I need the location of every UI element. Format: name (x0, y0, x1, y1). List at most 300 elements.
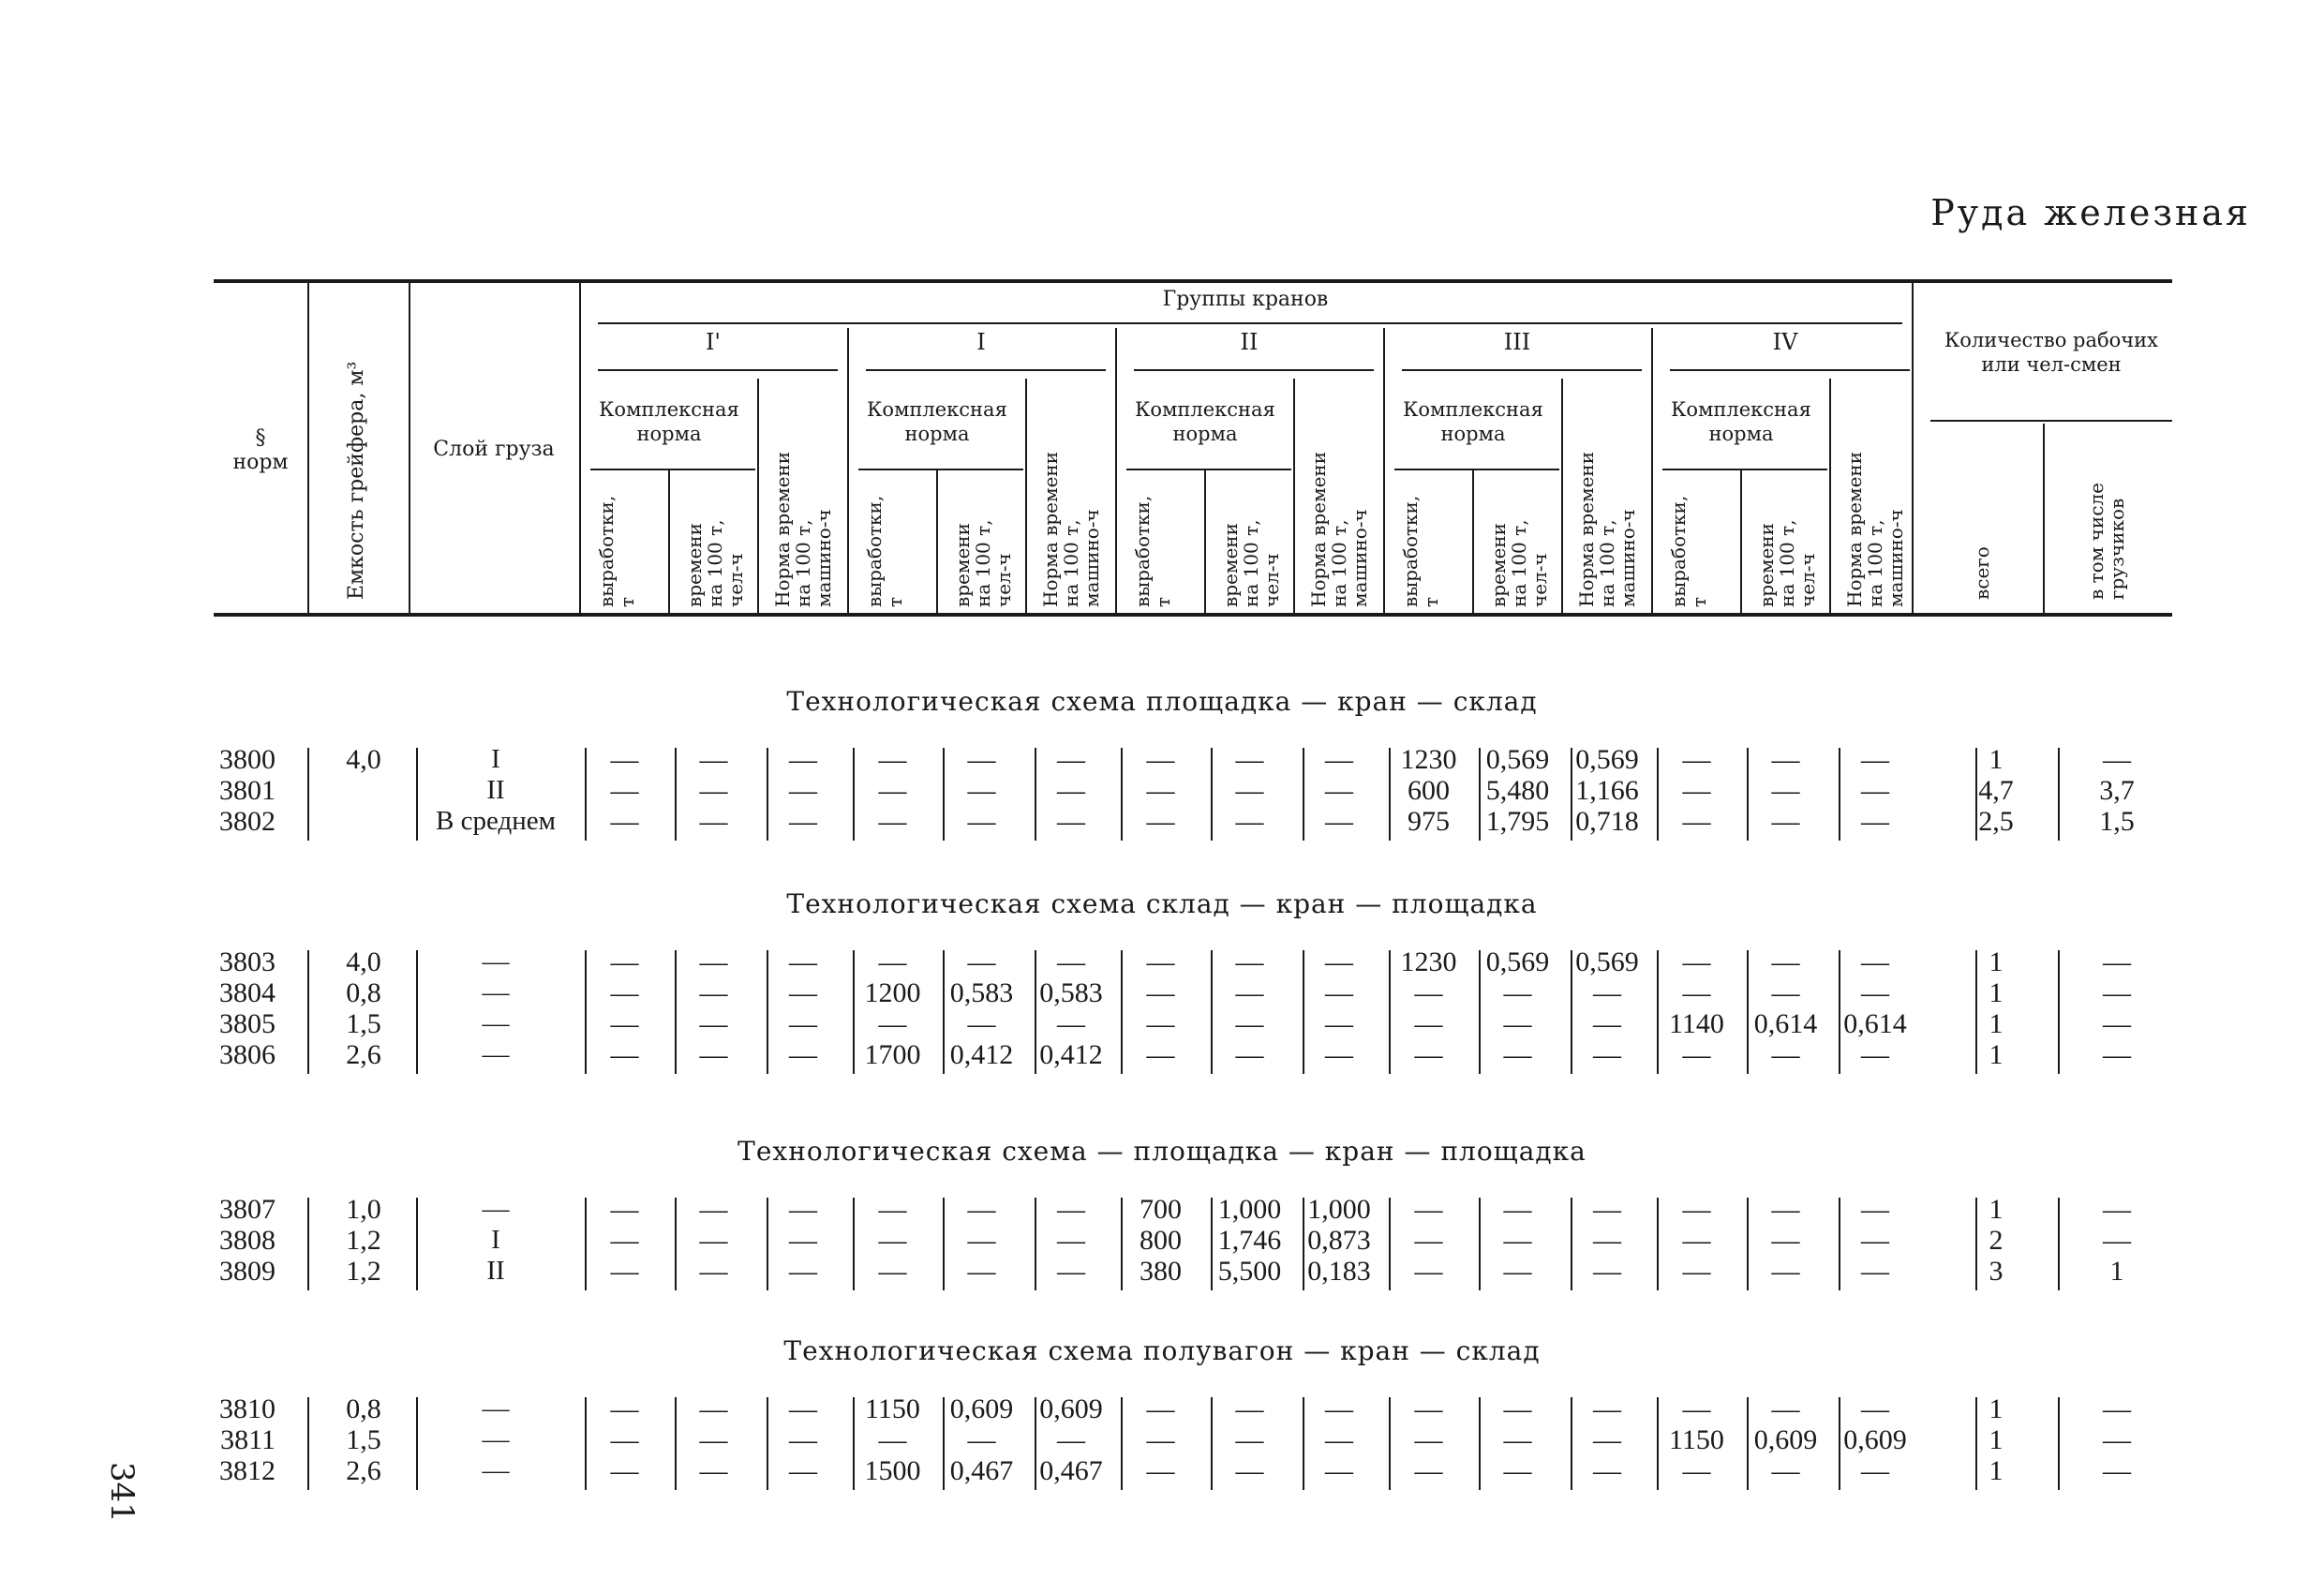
group-2-left-border (847, 328, 849, 613)
machine-time-value: — (1057, 806, 1085, 837)
time-value: — (699, 1039, 728, 1070)
time-value: — (967, 946, 996, 977)
machine-time-value: — (1593, 1393, 1621, 1424)
machine-time-value: — (1325, 1393, 1353, 1424)
time-value: — (1771, 744, 1800, 775)
table-row (0, 1039, 2324, 1070)
workers-loaders: 3,7 (2099, 775, 2135, 806)
group-5-complex-rule (1662, 469, 1827, 470)
output-value: — (878, 775, 907, 806)
output-value: — (1682, 744, 1711, 775)
machine-time-value: — (789, 775, 817, 806)
output-value: — (610, 977, 639, 1008)
machine-time-value: — (1861, 1256, 1889, 1287)
group-2-sub-output: выработки, т (863, 495, 906, 607)
group-4-div2 (1561, 379, 1563, 613)
output-value: 1700 (864, 1039, 921, 1070)
output-value: — (878, 946, 907, 977)
workers-total: 1 (1989, 946, 2004, 977)
workers-total: 1 (1989, 744, 2004, 775)
output-value: — (1146, 775, 1175, 806)
output-value: — (610, 775, 639, 806)
norm-number: 3809 (219, 1256, 276, 1287)
output-value: — (1146, 1393, 1175, 1424)
group-2-sub-machine: Норма времени на 100 т, машино-ч (1039, 451, 1103, 607)
time-value: — (1503, 1225, 1532, 1256)
output-value: — (1414, 1424, 1443, 1455)
time-value: — (699, 1194, 728, 1225)
page-number: 341 (103, 1462, 141, 1523)
group-2-div1 (936, 470, 938, 613)
header-workers-total: всего (1971, 546, 1993, 600)
machine-time-value: — (1325, 1008, 1353, 1039)
time-value: 1,795 (1485, 806, 1550, 837)
machine-time-value: — (789, 946, 817, 977)
output-value: — (1682, 1455, 1711, 1486)
time-value: — (1503, 1256, 1532, 1287)
bucket-capacity: 1,5 (346, 1424, 381, 1455)
time-value: — (1235, 744, 1264, 775)
group-1-complex-norm: Комплексная норма (599, 398, 739, 445)
workers-loaders: — (2103, 1393, 2131, 1424)
output-value: — (1146, 1424, 1175, 1455)
group-2-complex-rule (858, 469, 1023, 470)
time-value: — (1771, 946, 1800, 977)
cargo-layer: — (482, 1393, 510, 1423)
time-value: 0,609 (949, 1393, 1014, 1424)
header-workers-loaders: в том числе грузчиков (2085, 483, 2128, 600)
output-value: — (1414, 1039, 1443, 1070)
workers-total: 2 (1989, 1225, 2004, 1256)
time-value: 0,412 (949, 1039, 1014, 1070)
group-5-complex-norm: Комплексная норма (1671, 398, 1811, 445)
machine-time-value: — (1593, 1008, 1621, 1039)
time-value: — (1235, 1039, 1264, 1070)
machine-time-value: — (1593, 977, 1621, 1008)
machine-time-value: — (1861, 1039, 1889, 1070)
output-value: — (610, 946, 639, 977)
workers-total: 1 (1989, 1393, 2004, 1424)
group-1-div2 (757, 379, 759, 613)
section-title: Технологическая схема — площадка — кран — площадка (737, 1136, 1587, 1167)
cargo-layer: — (482, 946, 510, 976)
bucket-capacity: 4,0 (346, 946, 381, 977)
machine-time-value: 0,412 (1039, 1039, 1103, 1070)
bucket-capacity: 4,0 (346, 744, 381, 775)
section-title: Технологическая схема склад — кран — площадка (786, 888, 1538, 919)
machine-time-value: — (789, 1393, 817, 1424)
group-3-sub-machine: Норма времени на 100 т, машино-ч (1307, 451, 1371, 607)
machine-time-value: — (789, 806, 817, 837)
output-value: 975 (1408, 806, 1450, 837)
machine-time-value: 0,467 (1039, 1455, 1103, 1486)
time-value: — (1235, 806, 1264, 837)
group-3-left-border (1115, 328, 1117, 613)
machine-time-value: — (1057, 1194, 1085, 1225)
time-value: — (1503, 977, 1532, 1008)
output-value: — (610, 1256, 639, 1287)
norm-number: 3800 (219, 744, 276, 775)
time-value: — (1771, 1225, 1800, 1256)
output-value: — (1414, 1194, 1443, 1225)
time-value: — (1503, 1393, 1532, 1424)
output-value: 380 (1140, 1256, 1182, 1287)
workers-total: 1 (1989, 1455, 2004, 1486)
time-value: — (1235, 946, 1264, 977)
output-value: 800 (1140, 1225, 1182, 1256)
machine-time-value: — (1861, 744, 1889, 775)
machine-time-value: 0,609 (1843, 1424, 1907, 1455)
norm-number: 3802 (219, 806, 276, 837)
bucket-capacity: 2,6 (346, 1455, 381, 1486)
time-value: — (1503, 1455, 1532, 1486)
time-value: — (1771, 1039, 1800, 1070)
norm-number: 3806 (219, 1039, 276, 1070)
machine-time-value: — (1325, 977, 1353, 1008)
machine-time-value: 0,609 (1039, 1393, 1103, 1424)
bucket-capacity: 2,6 (346, 1039, 381, 1070)
time-value: 0,569 (1485, 946, 1550, 977)
cargo-layer: — (482, 1455, 510, 1485)
machine-time-value: — (1057, 946, 1085, 977)
output-value: — (1682, 806, 1711, 837)
section-title: Технологическая схема площадка — кран — склад (786, 686, 1538, 717)
output-value: — (1682, 1225, 1711, 1256)
output-value: — (1146, 744, 1175, 775)
workers-loaders: — (2103, 1194, 2131, 1225)
header-bucket-capacity: Емкость грейфера, м³ (345, 361, 368, 600)
time-value: — (1503, 1039, 1532, 1070)
time-value: — (699, 1455, 728, 1486)
machine-time-value: 0,614 (1843, 1008, 1907, 1039)
norm-number: 3804 (219, 977, 276, 1008)
machine-time-value: — (1057, 775, 1085, 806)
table-row (0, 946, 2324, 977)
header-layer: Слой груза (433, 438, 555, 461)
group-4-complex-norm: Комплексная норма (1403, 398, 1543, 445)
group-5-div1 (1740, 470, 1742, 613)
table-row (0, 1008, 2324, 1039)
table-row (0, 977, 2324, 1008)
group-4-sub-output: выработки, т (1399, 495, 1442, 607)
output-value: — (610, 1008, 639, 1039)
machine-time-value: — (1325, 744, 1353, 775)
machine-time-value: 1,166 (1575, 775, 1639, 806)
header-crane-groups: Группы кранов (1162, 288, 1329, 311)
group-1-sub-output: выработки, т (595, 495, 638, 607)
workers-loaders: — (2103, 946, 2131, 977)
time-value: — (967, 1424, 996, 1455)
machine-time-value: — (1325, 1455, 1353, 1486)
machine-time-value: — (1593, 1256, 1621, 1287)
machine-time-value: — (789, 1039, 817, 1070)
machine-time-value: — (1861, 946, 1889, 977)
output-value: — (610, 744, 639, 775)
group-3-label: II (1240, 329, 1259, 355)
time-value: — (1771, 1194, 1800, 1225)
table-row (0, 1455, 2324, 1486)
output-value: — (1414, 977, 1443, 1008)
machine-time-value: — (1861, 775, 1889, 806)
cargo-layer: — (482, 1424, 510, 1454)
machine-time-value: — (789, 744, 817, 775)
output-value: — (1414, 1393, 1443, 1424)
group-3-div1 (1204, 470, 1206, 613)
time-value: — (967, 1008, 996, 1039)
time-value: 0,614 (1753, 1008, 1818, 1039)
time-value: 0,569 (1485, 744, 1550, 775)
table-row (0, 775, 2324, 806)
group-3-div2 (1293, 379, 1295, 613)
output-value: — (1682, 1039, 1711, 1070)
output-value: — (610, 1225, 639, 1256)
time-value: — (1771, 977, 1800, 1008)
section-title: Технологическая схема полувагон — кран — склад (783, 1335, 1541, 1366)
cargo-layer: — (482, 1039, 510, 1069)
output-value: — (1682, 946, 1711, 977)
machine-time-value: — (1593, 1225, 1621, 1256)
group-5-label: IV (1772, 329, 1798, 355)
output-value: 1150 (865, 1393, 920, 1424)
workers-loaders: — (2103, 1424, 2131, 1455)
bucket-capacity: 1,2 (346, 1256, 381, 1287)
cargo-layer: — (482, 1194, 510, 1224)
cargo-layer: II (486, 1256, 505, 1286)
workers-loaders: — (2103, 1225, 2131, 1256)
machine-time-value: — (789, 1194, 817, 1225)
time-value: 1,000 (1217, 1194, 1282, 1225)
output-value: — (610, 1393, 639, 1424)
time-value: — (967, 1225, 996, 1256)
output-value: 600 (1408, 775, 1450, 806)
machine-time-value: 0,873 (1307, 1225, 1371, 1256)
workers-total: 1 (1989, 1039, 2004, 1070)
cargo-layer: I (491, 744, 500, 774)
group-3-sub-time: времени на 100 т, чел-ч (1219, 519, 1283, 607)
time-value: — (699, 744, 728, 775)
group-5-sub-machine: Норма времени на 100 т, машино-ч (1843, 451, 1907, 607)
time-value: — (967, 1194, 996, 1225)
time-value: — (699, 806, 728, 837)
output-value: 1230 (1400, 744, 1457, 775)
time-value: 0,609 (1753, 1424, 1818, 1455)
cargo-layer: II (486, 775, 505, 805)
machine-time-value: — (789, 1424, 817, 1455)
output-value: — (1414, 1008, 1443, 1039)
output-value: — (1146, 946, 1175, 977)
machine-time-value: — (1861, 1225, 1889, 1256)
machine-time-value: 0,569 (1575, 744, 1639, 775)
machine-time-value: — (1861, 1194, 1889, 1225)
table-row (0, 806, 2324, 837)
output-value: — (1146, 1455, 1175, 1486)
time-value: — (699, 1008, 728, 1039)
group-2-label: I (976, 329, 986, 355)
cargo-layer: — (482, 977, 510, 1007)
group-5-div2 (1829, 379, 1831, 613)
time-value: — (1235, 775, 1264, 806)
group-1-sub-time: времени на 100 т, чел-ч (683, 519, 747, 607)
workers-total: 1 (1989, 1194, 2004, 1225)
norm-number: 3801 (219, 775, 276, 806)
machine-time-value: — (1325, 1424, 1353, 1455)
machine-time-value: 0,183 (1307, 1256, 1371, 1287)
time-value: — (1503, 1424, 1532, 1455)
time-value: — (967, 1256, 996, 1287)
group-4-left-border (1383, 328, 1385, 613)
workers-loaders: — (2103, 1039, 2131, 1070)
machine-time-value: — (1861, 1455, 1889, 1486)
machine-time-value: 0,583 (1039, 977, 1103, 1008)
time-value: — (967, 806, 996, 837)
workers-loaders: — (2103, 977, 2131, 1008)
machine-time-value: — (789, 1455, 817, 1486)
group-3-sub-output: выработки, т (1131, 495, 1174, 607)
machine-time-value: — (789, 1008, 817, 1039)
time-value: — (699, 775, 728, 806)
workers-total: 1 (1989, 977, 2004, 1008)
machine-time-value: — (1057, 1424, 1085, 1455)
group-2-sub-time: времени на 100 т, чел-ч (951, 519, 1015, 607)
table-row (0, 1256, 2324, 1287)
time-value: 0,583 (949, 977, 1014, 1008)
output-value: 1140 (1669, 1008, 1724, 1039)
table-row (0, 1393, 2324, 1424)
group-4-label: III (1503, 329, 1531, 355)
output-value: — (1682, 977, 1711, 1008)
time-value: — (1235, 1424, 1264, 1455)
cargo-layer: — (482, 1008, 510, 1038)
output-value: — (878, 1225, 907, 1256)
output-value: — (1146, 1008, 1175, 1039)
time-value: — (1771, 1393, 1800, 1424)
machine-time-value: 0,718 (1575, 806, 1639, 837)
output-value: — (610, 1039, 639, 1070)
time-value: — (1771, 1256, 1800, 1287)
group-4-complex-rule (1394, 469, 1559, 470)
output-value: — (1414, 1225, 1443, 1256)
output-value: 1500 (864, 1455, 921, 1486)
machine-time-value: — (1861, 977, 1889, 1008)
norm-number: 3803 (219, 946, 276, 977)
output-value: — (610, 1424, 639, 1455)
group-1-sub-machine: Норма времени на 100 т, машино-ч (771, 451, 835, 607)
output-value: — (610, 1194, 639, 1225)
machine-time-value: — (1593, 1194, 1621, 1225)
machine-time-value: — (1861, 806, 1889, 837)
time-value: 1,746 (1217, 1225, 1282, 1256)
norm-number: 3807 (219, 1194, 276, 1225)
output-value: — (878, 744, 907, 775)
workers-loaders: — (2103, 1455, 2131, 1486)
group-1-label: I' (705, 329, 722, 355)
group-3-rule (1134, 369, 1374, 371)
output-value: — (1682, 1194, 1711, 1225)
cargo-layer: В среднем (436, 806, 556, 836)
group-5-sub-time: времени на 100 т, чел-ч (1755, 519, 1819, 607)
table-row (0, 744, 2324, 775)
time-value: — (1771, 775, 1800, 806)
time-value: — (699, 1256, 728, 1287)
workers-loaders: 1,5 (2099, 806, 2135, 837)
workers-loaders: 1 (2109, 1256, 2124, 1287)
header-workers: Количество рабочих или чел-смен (1944, 329, 2159, 376)
group-4-sub-machine: Норма времени на 100 т, машино-ч (1575, 451, 1639, 607)
output-value: — (1682, 1256, 1711, 1287)
group-2-complex-norm: Комплексная норма (867, 398, 1007, 445)
machine-time-value: — (1057, 744, 1085, 775)
output-value: — (1146, 806, 1175, 837)
output-value: — (878, 806, 907, 837)
output-value: 700 (1140, 1194, 1182, 1225)
group-2-div2 (1025, 379, 1027, 613)
time-value: 5,480 (1485, 775, 1550, 806)
workers-loaders: — (2103, 744, 2131, 775)
workers-total: 3 (1989, 1256, 2004, 1287)
group-5-rule (1670, 369, 1910, 371)
output-value: 1230 (1400, 946, 1457, 977)
output-value: — (1414, 1256, 1443, 1287)
output-value: — (610, 806, 639, 837)
machine-time-value: 1,000 (1307, 1194, 1371, 1225)
output-value: — (878, 1194, 907, 1225)
machine-time-value: — (789, 977, 817, 1008)
norm-number: 3811 (220, 1424, 276, 1455)
output-value: 1200 (864, 977, 921, 1008)
output-value: — (1146, 1039, 1175, 1070)
bucket-capacity: 1,0 (346, 1194, 381, 1225)
output-value: — (878, 1008, 907, 1039)
time-value: — (1503, 1008, 1532, 1039)
group-2-rule (866, 369, 1106, 371)
time-value: 5,500 (1217, 1256, 1282, 1287)
machine-time-value: — (1593, 1424, 1621, 1455)
time-value: — (699, 1225, 728, 1256)
workers-total: 2,5 (1978, 806, 2014, 837)
output-value: — (878, 1424, 907, 1455)
workers-total: 1 (1989, 1008, 2004, 1039)
time-value: — (1235, 977, 1264, 1008)
output-value: — (878, 1256, 907, 1287)
machine-time-value: — (1057, 1225, 1085, 1256)
time-value: — (1503, 1194, 1532, 1225)
norm-number: 3810 (219, 1393, 276, 1424)
machine-time-value: — (789, 1256, 817, 1287)
machine-time-value: 0,569 (1575, 946, 1639, 977)
page-title: Руда железная (1930, 192, 2251, 233)
time-value: — (699, 1393, 728, 1424)
machine-time-value: — (1593, 1455, 1621, 1486)
table-row (0, 1225, 2324, 1256)
bucket-capacity: 0,8 (346, 1393, 381, 1424)
time-value: — (1771, 1455, 1800, 1486)
time-value: — (967, 775, 996, 806)
output-value: — (1682, 775, 1711, 806)
group-3-complex-norm: Комплексная норма (1135, 398, 1275, 445)
group-1-rule (598, 369, 838, 371)
bucket-capacity: 0,8 (346, 977, 381, 1008)
time-value: — (1235, 1008, 1264, 1039)
machine-time-value: — (789, 1225, 817, 1256)
machine-time-value: — (1057, 1008, 1085, 1039)
table-row (0, 1424, 2324, 1455)
workers-total: 4,7 (1978, 775, 2014, 806)
output-value: — (1414, 1455, 1443, 1486)
output-value: — (1146, 977, 1175, 1008)
header-norm-number: § норм (232, 426, 289, 474)
table-row (0, 1194, 2324, 1225)
norm-number: 3808 (219, 1225, 276, 1256)
